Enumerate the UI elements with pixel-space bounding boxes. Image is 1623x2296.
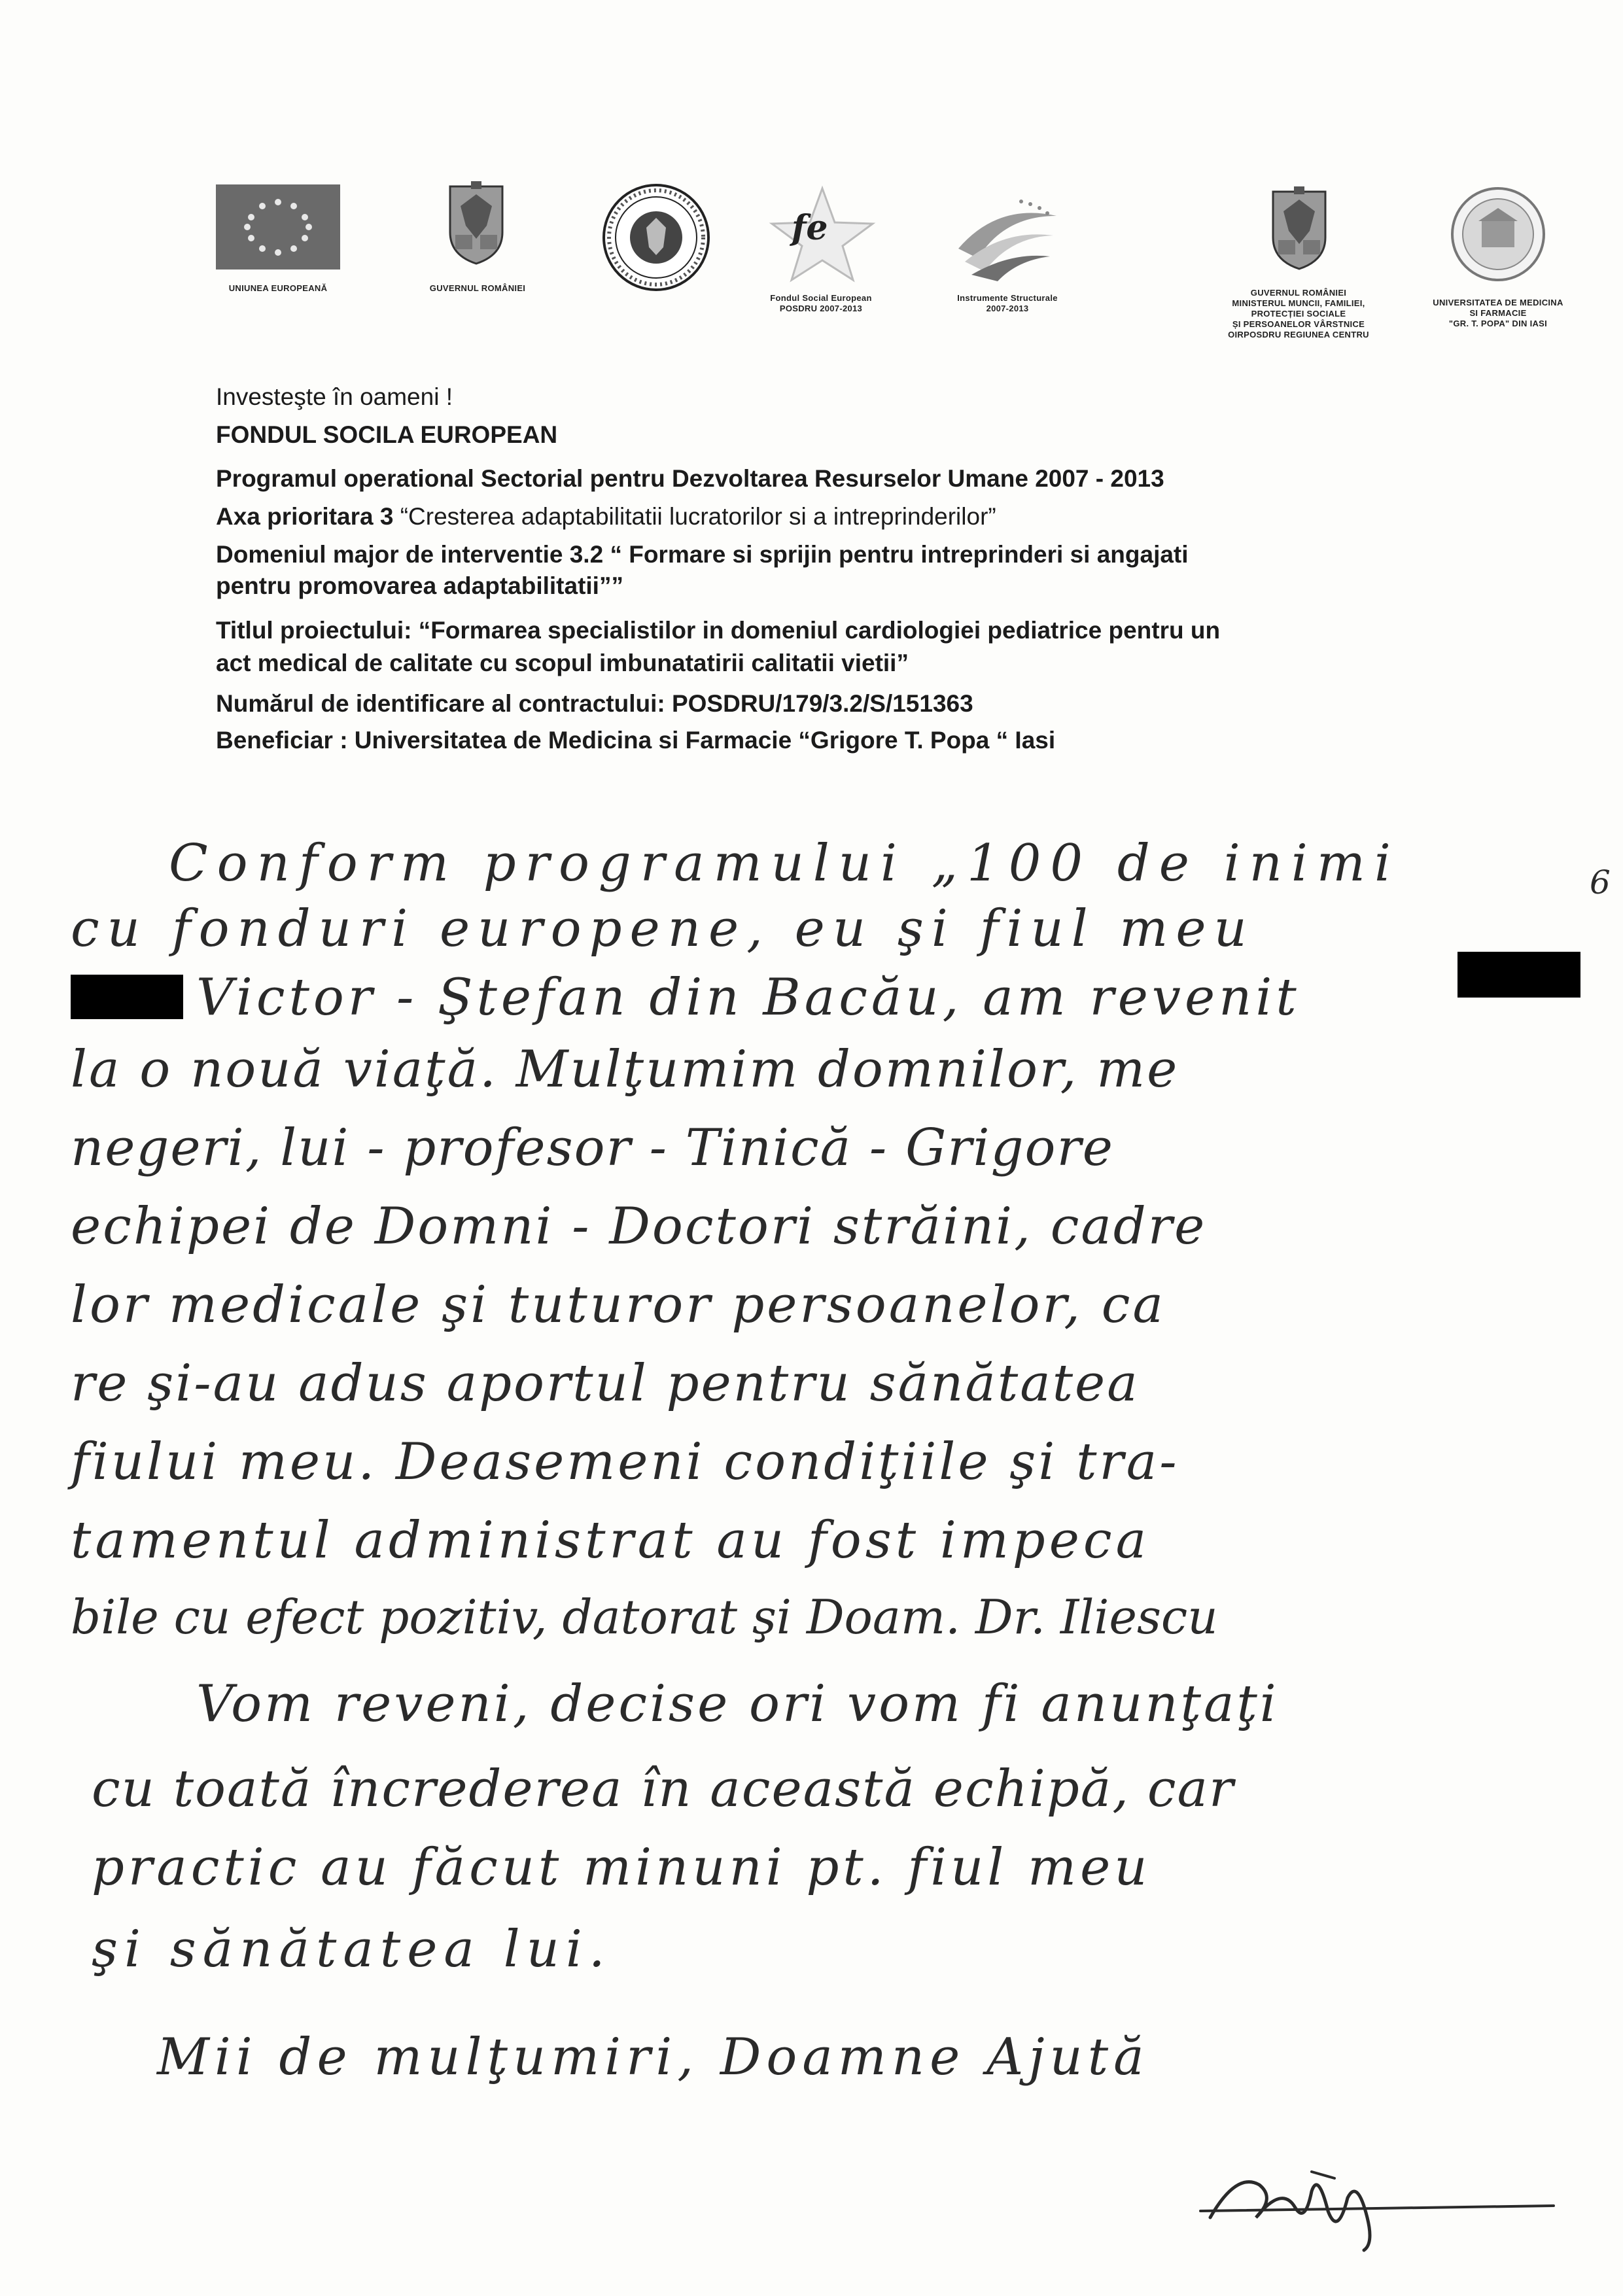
- program-name: Programul operational Sectorial pentru Dezvoltarea Resurselor Umane 2007 - 2013: [216, 465, 1164, 492]
- umf-iasi-seal-logo: [1449, 185, 1547, 283]
- handwritten-line-1: Conform programului „100 de inimi: [169, 834, 1400, 893]
- priority-axis-label: Axa prioritara 3: [216, 503, 394, 530]
- romania-coat-of-arms-logo: [446, 180, 506, 265]
- structural-instruments-logo: [952, 196, 1063, 285]
- handwritten-line-14: practic au făcut minuni pt. fiul meu: [92, 1838, 1151, 1897]
- handwritten-line-5: negeri, lui - profesor - Tinică - Grigore: [71, 1119, 1114, 1177]
- project-title-line-2: act medical de calitate cu scopul imbunatatirii calitatii vietii”: [216, 650, 909, 676]
- handwritten-line-2: cu fonduri europene, eu şi fiul meu: [71, 899, 1255, 958]
- handwritten-line-13: cu toată încrederea în această echipă, car: [92, 1760, 1235, 1818]
- signature: [1197, 2146, 1563, 2257]
- contract-number: Numărul de identificare al contractului: POSDRU/179/3.2/S/151363: [216, 690, 973, 717]
- ministry-coat-of-arms-logo: [1269, 185, 1329, 270]
- handwritten-line-10: tamentul administrat au fost impeca: [71, 1511, 1151, 1570]
- fse-caption: Fondul Social European POSDRU 2007-2013: [770, 293, 872, 313]
- priority-axis-text: “Cresterea adaptabilitatii lucratorilor si a intreprinderilor”: [393, 503, 996, 530]
- ministry-caption: GUVERNUL ROMÂNIEI MINISTERUL MUNCII, FAMILIEI, PROTECȚIEI SOCIALE ȘI PERSOANELOR VÂRSTNICE OIRPOSDRU REGIUNEA CENTRU: [1228, 288, 1369, 339]
- redaction-left: [71, 975, 183, 1019]
- handwritten-line-11: bile cu efect pozitiv, datorat şi Doam. Dr. Iliescu: [71, 1590, 1218, 1644]
- umf-caption: UNIVERSITATEA DE MEDICINA SI FARMACIE "GR. T. POPA" DIN IASI: [1433, 298, 1563, 328]
- fund-name: FONDUL SOCILA EUROPEAN: [216, 421, 558, 448]
- motto: Investeşte în oameni !: [216, 383, 453, 410]
- handwritten-line-7: lor medicale şi tuturor persoanelor, ca: [71, 1276, 1166, 1334]
- fse-mark: fe: [792, 208, 828, 248]
- project-title-line-1: Titlul proiectului: “Formarea specialistilor in domeniul cardiologiei pediatrice pentru un: [216, 617, 1221, 644]
- margin-mark: 6: [1590, 863, 1611, 901]
- structural-instruments-caption: Instrumente Structurale 2007-2013: [957, 293, 1058, 313]
- handwritten-line-9: fiului meu. Deasemeni condiţiile şi tra-: [71, 1433, 1179, 1491]
- handwritten-line-4: la o nouă viaţă. Mulţumim domnilor, me: [71, 1040, 1179, 1099]
- beneficiary: Beneficiar : Universitatea de Medicina si Farmacie “Grigore T. Popa “ Iasi: [216, 727, 1056, 754]
- handwritten-line-15: şi sănătatea lui.: [92, 1920, 612, 1979]
- handwritten-line-16: Mii de mulţumiri, Doamne Ajută: [157, 2028, 1149, 2087]
- domain-line-2: pentru promovarea adaptabilitatii””: [216, 572, 623, 599]
- priority-axis: [216, 502, 996, 531]
- eu-caption: UNIUNEA EUROPEANĂ: [228, 283, 328, 293]
- domain-line-1: Domeniul major de interventie 3.2 “ Formare si sprijin pentru intreprinderi si angajati: [216, 541, 1189, 568]
- handwritten-line-12: Vom reveni, decise ori vom fi anunţaţi: [196, 1675, 1279, 1733]
- government-caption: GUVERNUL ROMÂNIEI: [429, 283, 526, 293]
- eu-flag-logo: [216, 184, 340, 270]
- handwritten-line-8: re şi-au adus aportul pentru sănătatea: [71, 1354, 1140, 1413]
- seal-logo: [601, 182, 712, 293]
- handwritten-line-6: echipei de Domni - Doctori străini, cadre: [71, 1197, 1207, 1256]
- handwritten-line-3: Victor - Ştefan din Bacău, am revenit: [196, 968, 1300, 1027]
- redaction-right: [1457, 952, 1580, 998]
